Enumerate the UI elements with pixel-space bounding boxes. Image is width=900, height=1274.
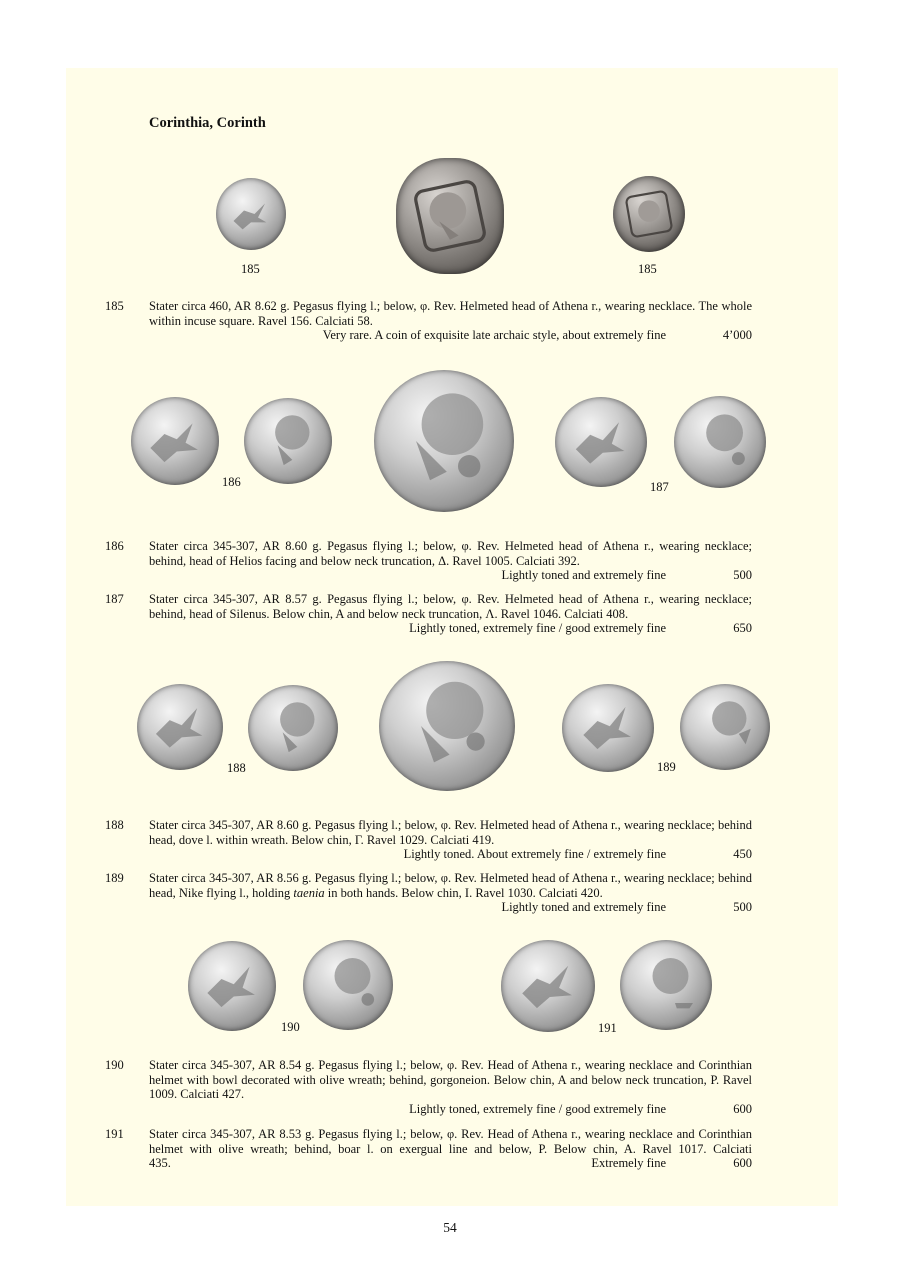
- lot-grade: Very rare. A coin of exquisite late archaic style, about extremely fine: [322, 328, 666, 343]
- lot-description: Stater circa 345-307, AR 8.57 g. Pegasus flying l.; below, φ. Rev. Helmeted head of Athena r., wearing necklace; behind, head of Silenus. Below chin, A and below neck truncation, Λ. Ravel 1046. Calciati 408.: [149, 592, 752, 621]
- coin-187-reverse-image: [674, 396, 766, 488]
- coin-188-reverse-image: [248, 685, 338, 771]
- lot-grade-row: [149, 847, 752, 862]
- lot-entry-186: [105, 539, 752, 583]
- coin-189-obverse-image: [562, 684, 654, 772]
- lot-grade: Lightly toned, extremely fine / good extremely fine: [409, 1101, 666, 1116]
- lot-number: 187: [105, 592, 124, 606]
- coin-185-reverse-image: [613, 176, 685, 252]
- lot-estimate: 650: [733, 621, 752, 636]
- coin-190-reverse-image: [303, 940, 393, 1030]
- coin-185-obverse-image: [216, 178, 286, 250]
- lot-entry-188: [105, 818, 752, 862]
- lot-grade: Lightly toned and extremely fine: [501, 900, 666, 915]
- lot-description: Stater circa 345-307, AR 8.60 g. Pegasus flying l.; below, φ. Rev. Helmeted head of Athena r., wearing necklace; behind head, dove l. within wreath. Below chin, Γ. Ravel 1029. Calciati 419.: [149, 818, 752, 847]
- lot-grade-row: [149, 900, 752, 915]
- lot-number: 185: [105, 299, 124, 313]
- lot-grade: Extremely fine: [591, 1156, 666, 1170]
- lot-description: Stater circa 345-307, AR 8.54 g. Pegasus flying l.; below, φ. Rev. Head of Athena r., wearing necklace and Corinthian helmet with bowl decorated with olive wreath; behind, gorgoneion. Below chin, A and below neck truncation, P. Ravel 1009. Calciati 427.: [149, 1058, 752, 1102]
- coin-186-obverse-image: [131, 397, 219, 485]
- figure-label-190: 190: [281, 1020, 300, 1034]
- lot-grade-row: [149, 621, 752, 636]
- lot-entry-189: [105, 871, 752, 915]
- lot-grade-row: [591, 1156, 752, 1171]
- lot-estimate: 600: [733, 1156, 752, 1170]
- lot-description: Stater circa 345-307, AR 8.60 g. Pegasus flying l.; below, φ. Rev. Helmeted head of Athena r., wearing necklace; behind, head of Helios facing and below neck truncation, Δ. Ravel 1005. Calciati 392.: [149, 539, 752, 568]
- lot-entry-185: [105, 299, 752, 343]
- coin-186-reverse-large-image: [374, 370, 514, 512]
- coin-186-reverse-image: [244, 398, 332, 484]
- figure-label-186: 186: [222, 475, 241, 489]
- figure-label-189: 189: [657, 760, 676, 774]
- lot-number: 190: [105, 1058, 124, 1072]
- lot-number: 189: [105, 871, 124, 885]
- figure-label-185-left: 185: [241, 262, 260, 276]
- lot-grade-row: [149, 328, 752, 343]
- lot-grade-row: [149, 568, 752, 583]
- lot-number: 186: [105, 539, 124, 553]
- lot-description-italic: taenia: [293, 885, 325, 900]
- lot-grade: Lightly toned. About extremely fine / extremely fine: [403, 847, 666, 862]
- lot-estimate: 450: [733, 847, 752, 862]
- lot-grade: Lightly toned and extremely fine: [501, 568, 666, 583]
- lot-number: 188: [105, 818, 124, 832]
- lot-estimate: 4’000: [722, 328, 752, 343]
- coin-190-obverse-image: [188, 941, 276, 1031]
- lot-description: Stater circa 460, AR 8.62 g. Pegasus flying l.; below, φ. Rev. Helmeted head of Athena r., wearing necklace. The whole within incuse square. Ravel 156. Calciati 58.: [149, 299, 752, 328]
- lot-grade-row: [149, 1102, 752, 1117]
- figure-label-185-right: 185: [638, 262, 657, 276]
- lot-number: 191: [105, 1127, 124, 1141]
- coin-191-reverse-image: [620, 940, 712, 1030]
- lot-estimate: 600: [733, 1101, 752, 1116]
- coin-189-reverse-image: [680, 684, 770, 770]
- figure-label-188: 188: [227, 761, 246, 775]
- lot-entry-191: [105, 1127, 752, 1171]
- lot-entry-190: [105, 1058, 752, 1116]
- lot-entry-187: [105, 592, 752, 636]
- coin-185-reverse-large-image: [396, 158, 504, 274]
- lot-description: [149, 871, 752, 900]
- lot-description-text: Stater circa 345-307, AR 8.53 g. Pegasus flying l.; below, φ. Rev. Head of Athena r., wearing necklace and Corinthian helmet with olive wreath; behind, boar l. on exergual line and below, P. Below chin, A. Ravel 1017. Calciati 435.: [149, 1127, 752, 1171]
- lot-estimate: 500: [733, 900, 752, 915]
- coin-191-obverse-image: [501, 940, 595, 1032]
- lot-estimate: 500: [733, 568, 752, 583]
- coin-188-reverse-large-image: [379, 661, 515, 791]
- figure-label-187: 187: [650, 480, 669, 494]
- coin-187-obverse-image: [555, 397, 647, 487]
- figure-label-191: 191: [598, 1021, 617, 1035]
- lot-description-text: Stater circa 345-307, AR 8.56 g. Pegasus flying l.; below, φ. Rev. Helmeted head of Athena r., wearing necklace; behind head, Nike flying l., holding: [149, 871, 752, 900]
- lot-grade: Lightly toned, extremely fine / good extremely fine: [409, 621, 666, 636]
- coin-188-obverse-image: [137, 684, 223, 770]
- section-heading: Corinthia, Corinth: [149, 115, 266, 131]
- page-number: 54: [443, 1220, 457, 1235]
- lot-description-text-end: in both hands. Below chin, I. Ravel 1030. Calciati 420.: [324, 885, 603, 900]
